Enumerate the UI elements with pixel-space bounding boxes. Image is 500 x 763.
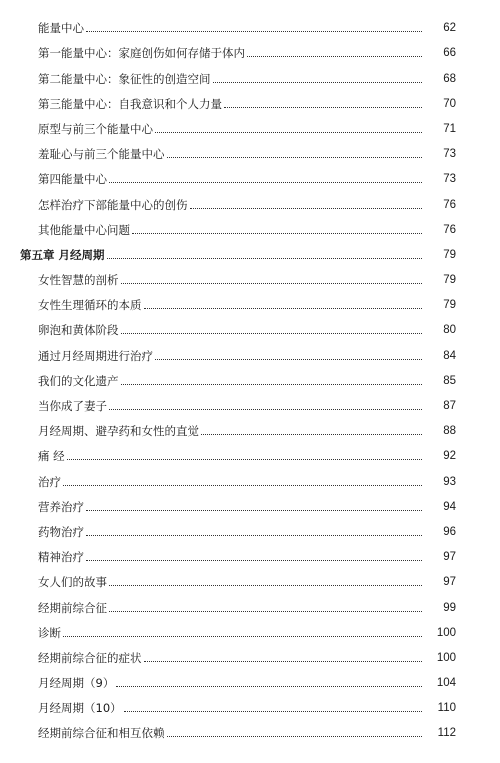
toc-entry-title: 月经周期、避孕药和女性的直觉	[38, 424, 199, 439]
dot-leader	[116, 686, 422, 687]
dot-leader	[167, 157, 423, 158]
toc-entry[interactable]	[0, 438, 500, 463]
toc-page-number: 76	[443, 223, 456, 236]
toc-entry-title: 女人们的故事	[38, 575, 107, 590]
toc-entry-title: 经期前综合征的症状	[38, 650, 142, 665]
toc-page-number: 79	[443, 299, 456, 312]
toc-page-number: 112	[437, 727, 456, 740]
dot-leader	[213, 82, 423, 83]
toc-entry-title: 通过月经周期进行治疗	[38, 348, 153, 363]
toc-entry-title: 精神治疗	[38, 550, 84, 565]
toc-entry[interactable]	[0, 186, 500, 211]
toc-page-number: 62	[443, 22, 456, 35]
toc-entry[interactable]	[0, 388, 500, 413]
dot-leader	[121, 384, 423, 385]
toc-entry[interactable]	[0, 111, 500, 136]
dot-leader	[124, 711, 422, 712]
toc-entry-title: 经期前综合征和相互依赖	[38, 726, 165, 741]
toc-entry[interactable]	[0, 463, 500, 488]
toc-entry[interactable]	[0, 287, 500, 312]
dot-leader	[167, 736, 423, 737]
toc-entry-title: 第三能量中心：自我意识和个人力量	[38, 96, 222, 111]
toc-page-number: 92	[443, 450, 456, 463]
toc-page-number: 94	[443, 500, 456, 513]
dot-leader	[67, 459, 422, 460]
dot-leader	[109, 409, 422, 410]
toc-entry-title: 经期前综合征	[38, 600, 107, 615]
toc-page-number: 96	[443, 525, 456, 538]
dot-leader	[109, 585, 422, 586]
dot-leader	[63, 485, 422, 486]
toc-entry[interactable]	[0, 10, 500, 35]
dot-leader	[155, 359, 422, 360]
toc-entry-title: 女性生理循环的本质	[38, 298, 142, 313]
toc-entry[interactable]	[0, 212, 500, 237]
dot-leader	[132, 233, 422, 234]
dot-leader	[121, 283, 423, 284]
toc-page-number: 84	[443, 349, 456, 362]
toc-entry-title: 痛 经	[38, 449, 65, 464]
dot-leader	[155, 132, 422, 133]
toc-entry[interactable]	[0, 363, 500, 388]
toc-entry[interactable]	[0, 564, 500, 589]
toc-entry-title: 能量中心	[38, 21, 84, 36]
toc-page-number: 100	[436, 626, 456, 639]
toc-entry-title: 原型与前三个能量中心	[38, 121, 153, 136]
toc-entry-title: 女性智慧的剖析	[38, 273, 119, 288]
dot-leader	[86, 31, 422, 32]
table-of-contents	[0, 10, 500, 740]
dot-leader	[107, 258, 422, 259]
dot-leader	[63, 636, 422, 637]
dot-leader	[144, 661, 423, 662]
toc-entry-title: 怎样治疗下部能量中心的创伤	[38, 197, 188, 212]
toc-page-number: 100	[436, 651, 456, 664]
dot-leader	[190, 208, 423, 209]
toc-chapter-heading[interactable]	[0, 237, 500, 262]
toc-entry-title: 第一能量中心：家庭创伤如何存储于体内	[38, 46, 245, 61]
toc-entry-title: 月经周期（10）	[38, 701, 122, 716]
toc-page-number: 66	[443, 47, 456, 60]
toc-page-number: 73	[443, 173, 456, 186]
dot-leader	[86, 560, 422, 561]
toc-entry[interactable]	[0, 514, 500, 539]
toc-entry-title: 当你成了妻子	[38, 399, 107, 413]
toc-entry-title: 我们的文化遗产	[38, 373, 119, 388]
toc-page-number: 97	[443, 576, 456, 589]
toc-entry[interactable]	[0, 615, 500, 640]
dot-leader	[201, 434, 422, 435]
toc-entry[interactable]	[0, 136, 500, 161]
toc-page-number: 70	[443, 97, 456, 110]
toc-page-number: 97	[443, 551, 456, 564]
toc-entry[interactable]	[0, 312, 500, 337]
toc-page-number: 80	[443, 324, 456, 337]
toc-entry[interactable]	[0, 337, 500, 362]
toc-entry[interactable]	[0, 690, 500, 715]
toc-entry-title: 羞耻心与前三个能量中心	[38, 147, 165, 162]
toc-entry[interactable]	[0, 262, 500, 287]
dot-leader	[247, 56, 422, 57]
toc-page-number: 99	[443, 601, 456, 614]
toc-page-number: 85	[443, 374, 456, 387]
toc-entry[interactable]	[0, 640, 500, 665]
toc-entry[interactable]	[0, 86, 500, 111]
toc-entry[interactable]	[0, 413, 500, 438]
dot-leader	[109, 611, 422, 612]
dot-leader	[121, 333, 423, 334]
toc-page-number: 73	[443, 148, 456, 161]
toc-entry[interactable]	[0, 665, 500, 690]
toc-entry-title: 月经周期（9）	[38, 676, 115, 691]
toc-entry[interactable]	[0, 60, 500, 85]
toc-entry[interactable]	[0, 589, 500, 614]
toc-entry-title: 治疗	[38, 474, 61, 489]
toc-page-number: 87	[443, 400, 456, 412]
toc-entry-title: 第二能量中心：象征性的创造空间	[38, 71, 211, 86]
dot-leader	[86, 510, 422, 511]
toc-page-number: 71	[443, 122, 456, 135]
toc-entry-title: 第五章 月经周期	[20, 247, 105, 262]
toc-page-number: 93	[443, 475, 456, 488]
toc-page-number: 79	[443, 274, 456, 287]
dot-leader	[109, 182, 422, 183]
toc-entry[interactable]	[0, 715, 500, 740]
toc-entry-title: 营养治疗	[38, 499, 84, 514]
toc-entry-title: 卵泡和黄体阶段	[38, 323, 119, 338]
toc-entry[interactable]	[0, 161, 500, 186]
toc-entry-title: 诊断	[38, 625, 61, 640]
dot-leader	[144, 308, 423, 309]
toc-entry-title: 其他能量中心问题	[38, 222, 130, 237]
dot-leader	[86, 535, 422, 536]
toc-page-number: 110	[437, 702, 456, 715]
toc-page-number: 104	[436, 677, 456, 690]
toc-entry-title: 药物治疗	[38, 524, 84, 539]
toc-entry-title: 第四能量中心	[38, 172, 107, 187]
toc-entry[interactable]	[0, 35, 500, 60]
dot-leader	[224, 107, 422, 108]
toc-page-number: 76	[443, 198, 456, 211]
toc-entry[interactable]	[0, 489, 500, 514]
toc-page-number: 79	[443, 248, 456, 261]
toc-entry[interactable]	[0, 539, 500, 564]
toc-page-number: 88	[443, 425, 456, 438]
toc-page-number: 68	[443, 72, 456, 85]
